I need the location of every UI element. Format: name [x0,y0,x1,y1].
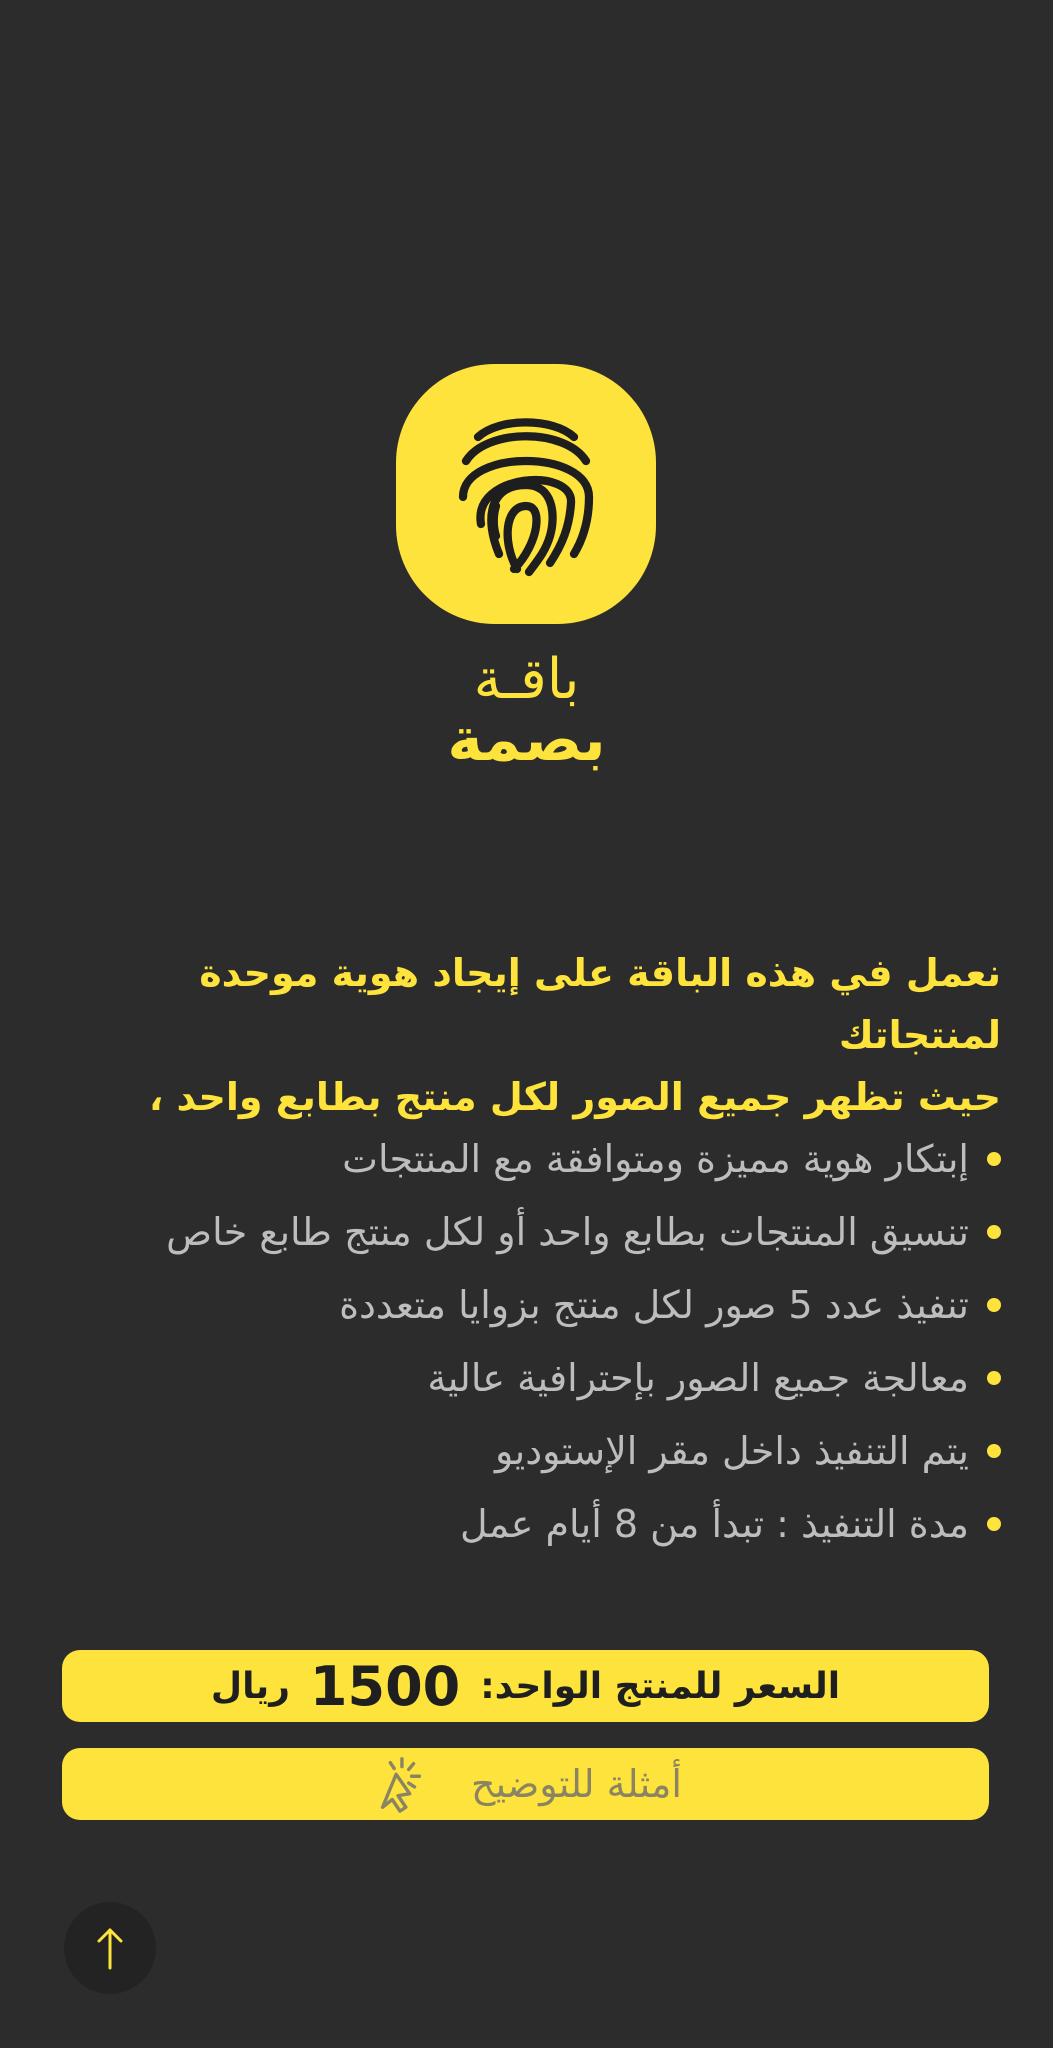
brand-logo [396,364,656,624]
feature-item [0,1122,1001,1195]
feature-text: تنفيذ عدد 5 صور لكل منتج بزوايا متعددة [339,1282,969,1327]
bullet-icon [987,1444,1001,1458]
bullet-icon [987,1225,1001,1239]
arrow-up-icon [90,1924,130,1972]
bullet-icon [987,1371,1001,1385]
feature-text: تنسيق المنتجات بطابع واحد أو لكل منتج طابع خاص [166,1209,969,1254]
examples-button-label: أمثلة للتوضيح [471,1762,682,1806]
bullet-icon [987,1298,1001,1312]
price-label: السعر للمنتج الواحد: [480,1665,841,1707]
fingerprint-icon [451,409,601,579]
bullet-icon [987,1517,1001,1531]
feature-text: إبتكار هوية مميزة ومتوافقة مع المنتجات [342,1136,969,1181]
examples-button[interactable] [62,1748,989,1820]
click-cursor-icon [369,1753,431,1815]
feature-item [0,1414,1001,1487]
feature-text: معالجة جميع الصور بإحترافية عالية [427,1355,969,1400]
feature-item [0,1487,1001,1560]
feature-item [0,1195,1001,1268]
intro-line-1: نعمل في هذه الباقة على إيجاد هوية موحدة لمنتجاتك [199,951,1001,1057]
bullet-icon [987,1152,1001,1166]
price-banner [62,1650,989,1722]
intro-line-2: حيث تظهر جميع الصور لكل منتج بطابع واحد ، [148,1075,1001,1119]
feature-item [0,1341,1001,1414]
price-value: 1500 [309,1654,461,1718]
brand-name-line1: باقـة [473,647,580,712]
price-currency: ريال [210,1665,290,1707]
brand-name-line2: بصمة [447,705,606,775]
intro-text [41,942,1001,1128]
feature-text: يتم التنفيذ داخل مقر الإستوديو [495,1428,969,1473]
feature-item [0,1268,1001,1341]
scroll-to-top-button[interactable] [64,1902,156,1994]
feature-text: مدة التنفيذ : تبدأ من 8 أيام عمل [460,1501,969,1546]
features-list [0,1122,1001,1560]
